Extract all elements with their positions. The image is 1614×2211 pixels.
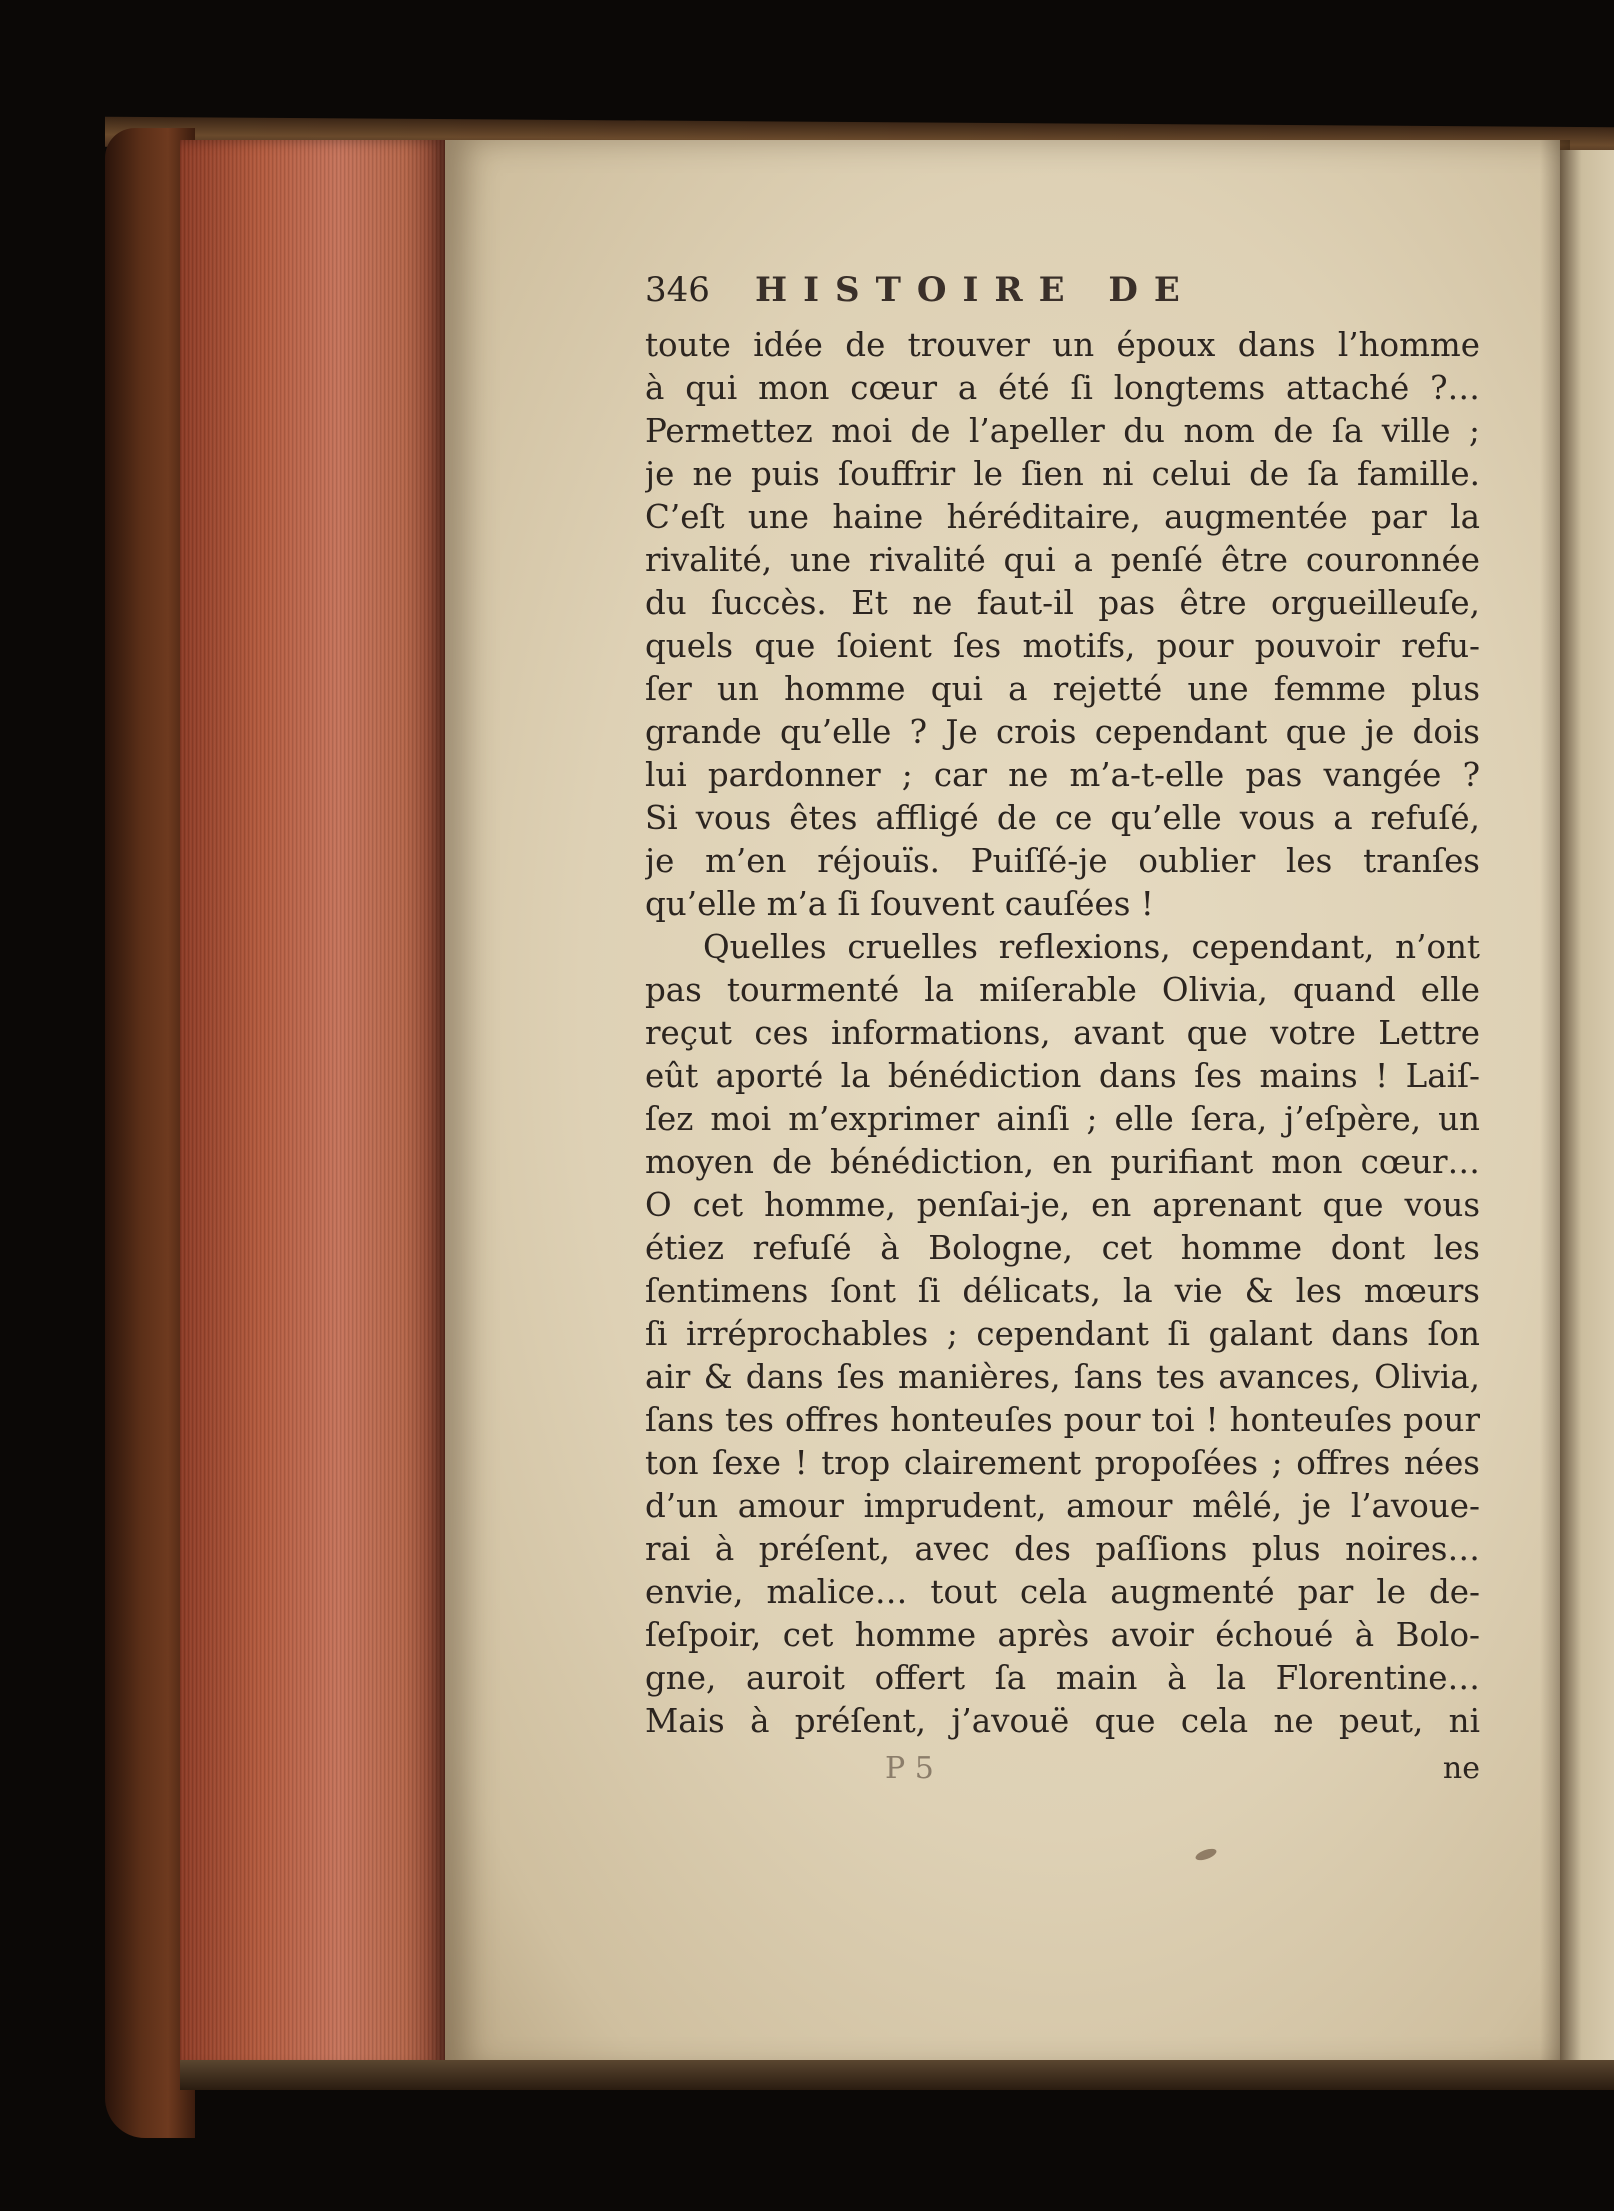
text-line: ſentimens ſont ſi délicats, la vie & les mœurs xyxy=(645,1272,1480,1310)
facing-page-edge xyxy=(1560,150,1614,2070)
text-line: ton ſexe ! trop clairement propoſées ; offres nées xyxy=(645,1444,1480,1482)
text-line: Quelles cruelles reflexions, cependant, n’ont xyxy=(703,928,1480,966)
body-text xyxy=(645,324,1480,1743)
text-line: Mais à préſent, j’avouë que cela ne peut, ni xyxy=(645,1702,1480,1740)
text-line: O cet homme, penſai-je, en aprenant que vous xyxy=(645,1186,1480,1224)
page-text-block xyxy=(645,270,1480,1791)
text-line: ſeſpoir, cet homme après avoir échoué à Bolo- xyxy=(645,1616,1480,1654)
text-line: ſez moi m’exprimer ainſi ; elle ſera, j’eſpère, un xyxy=(645,1100,1480,1138)
text-line: rivalité, une rivalité qui a penſé être couronnée xyxy=(645,541,1480,579)
text-line: pas tourmenté la miſerable Olivia, quand elle xyxy=(645,971,1480,1009)
text-line: moyen de bénédiction, en purifiant mon cœur… xyxy=(645,1143,1480,1181)
book-bottom-edge xyxy=(180,2060,1614,2090)
text-line: Si vous êtes affligé de ce qu’elle vous a refuſé, xyxy=(645,799,1480,837)
running-title: HISTOIRE DE xyxy=(755,270,1196,310)
page-number: 346 xyxy=(645,270,710,310)
catchword: ne xyxy=(1442,1751,1480,1786)
text-line: à qui mon cœur a été ſi longtems attaché ?… xyxy=(645,369,1480,407)
text-line: lui pardonner ; car ne m’a-t-elle pas vangée ? xyxy=(645,756,1480,794)
page-footer xyxy=(645,1747,1480,1791)
text-line: toute idée de trouver un époux dans l’homme xyxy=(645,326,1480,364)
text-line: du ſuccès. Et ne faut-il pas être orgueilleuſe, xyxy=(645,584,1480,622)
text-line: ſi irréprochables ; cependant ſi galant dans ſon xyxy=(645,1315,1480,1353)
text-line: je ne puis ſouffrir le ſien ni celui de ſa famille. xyxy=(645,455,1480,493)
text-line: quels que ſoient ſes motifs, pour pouvoir refu- xyxy=(645,627,1480,665)
text-line: rai à préſent, avec des paſſions plus noires… xyxy=(645,1530,1480,1568)
text-line: C’eſt une haine héréditaire, augmentée par la xyxy=(645,498,1480,536)
text-line: Permettez moi de l’apeller du nom de ſa ville ; xyxy=(645,412,1480,450)
text-line: eût aporté la bénédiction dans ſes mains ! Laiſ- xyxy=(645,1057,1480,1095)
text-line: étiez refuſé à Bologne, cet homme dont les xyxy=(645,1229,1480,1267)
running-head xyxy=(645,270,1480,324)
text-line: gne, auroit offert ſa main à la Florentine… xyxy=(645,1659,1480,1697)
text-line: d’un amour imprudent, amour mêlé, je l’avoue- xyxy=(645,1487,1480,1525)
signature-mark: P 5 xyxy=(885,1751,934,1786)
red-page-edges xyxy=(180,140,445,2070)
text-line: qu’elle m’a ſi ſouvent cauſées ! xyxy=(645,885,1154,923)
text-line: ſans tes offres honteuſes pour toi ! honteuſes pour xyxy=(645,1401,1480,1439)
text-line: je m’en réjouïs. Puiſſé-je oublier les tranſes xyxy=(645,842,1480,880)
text-line: envie, malice… tout cela augmenté par le de- xyxy=(645,1573,1480,1611)
text-line: grande qu’elle ? Je crois cependant que je dois xyxy=(645,713,1480,751)
text-line: air & dans ſes manières, ſans tes avances, Olivia, xyxy=(645,1358,1480,1396)
text-line: reçut ces informations, avant que votre Lettre xyxy=(645,1014,1480,1052)
text-line: ſer un homme qui a rejetté une femme plus xyxy=(645,670,1480,708)
